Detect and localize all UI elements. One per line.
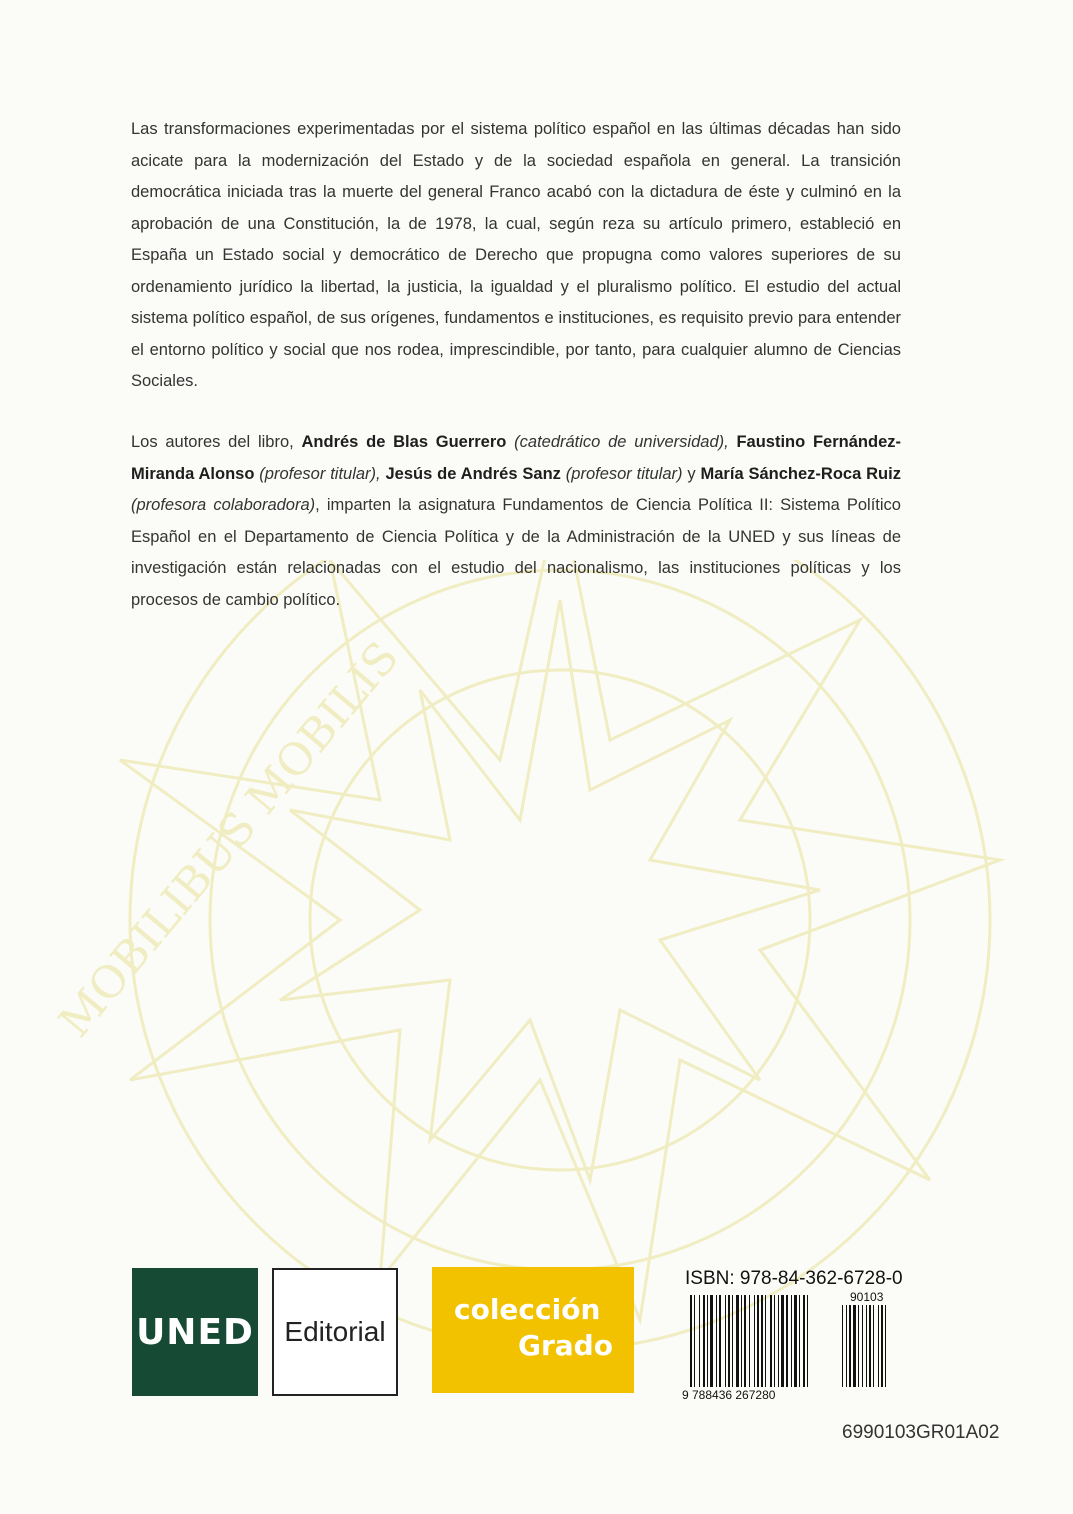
grado-label: Grado <box>518 1329 613 1362</box>
barcode-addon-bar <box>869 1305 871 1387</box>
barcode-bar <box>803 1295 805 1387</box>
author-role: (profesor titular), <box>254 464 386 483</box>
barcode-bar <box>710 1295 713 1387</box>
coleccion-grado-logo <box>432 1267 634 1393</box>
authors-rest: , imparten la asignatura Fundamentos de Ciencia Política II: Sistema Político Español en el Departamento de Ciencia Política y de la Administración de la UNED y sus líneas de investigación están relacionadas con el estudio del nacionalismo, las instituciones políticas y los procesos de cambio político. <box>131 496 901 609</box>
authors-intro: Los autores del libro, <box>131 433 302 451</box>
barcode-digits: 9 788436 267280 <box>682 1388 776 1401</box>
description-paragraph: Las transformaciones experimentadas por el sistema político español en las últimas décadas han sido acicate para la modernización del Estado y de la sociedad española en general. La transición democrática iniciada tras la muerte del general Franco acabó con la dictadura de éste y culminó en la aprobación de una Constitución, la de 1978, la cual, según reza su artículo primero, estableció en España un Estado social y democrático de Derecho que propugna como valores superiores de su ordenamiento jurídico la libertad, la justicia, la igualdad y el pluralismo político. El estudio del actual sistema político español, de sus orígenes, fundamentos e instituciones, es requisito previo para entender el entorno político y social que nos rodea, imprescindible, por tanto, para cualquier alumno de Ciencias Sociales. <box>131 120 901 390</box>
barcode <box>682 1289 900 1401</box>
barcode-bar <box>794 1295 797 1387</box>
barcode-bar <box>716 1295 717 1387</box>
barcode-bar <box>781 1295 784 1387</box>
barcode-bar <box>694 1295 695 1387</box>
barcode-addon-bar <box>858 1305 859 1387</box>
editorial-logo: Editorial <box>272 1268 398 1396</box>
coleccion-label: colección <box>454 1293 601 1326</box>
barcode-addon-bar <box>885 1305 886 1387</box>
author-name: María Sánchez-Roca Ruiz <box>700 464 901 483</box>
barcode-bar <box>761 1295 763 1387</box>
barcode-addon-digits: 90103 <box>850 1290 884 1304</box>
barcode-bar <box>725 1295 726 1387</box>
barcode-addon-bar <box>853 1305 856 1387</box>
barcode-addon-bar <box>849 1305 851 1387</box>
barcode-bar <box>754 1295 755 1387</box>
barcode-addon-bar <box>862 1305 863 1387</box>
authors-conjunction: y <box>682 464 701 483</box>
barcode-bar <box>736 1295 739 1387</box>
barcode-bar <box>778 1295 779 1387</box>
barcode-bar <box>757 1295 759 1387</box>
author-role: (profesor titular) <box>560 464 683 483</box>
barcode-bar <box>690 1295 692 1387</box>
author-name: Faustino Fernández-Miranda Alonso <box>131 433 901 483</box>
barcode-bars-main <box>690 1295 808 1387</box>
barcode-addon-bar <box>873 1305 874 1387</box>
author-role: (catedrático de universidad), <box>506 433 737 451</box>
barcode-addon-bar <box>846 1305 847 1387</box>
barcode-bar <box>807 1295 808 1387</box>
authors-paragraph <box>131 427 901 616</box>
barcode-addon-bar <box>878 1305 879 1387</box>
barcode-bar <box>749 1295 750 1387</box>
reference-code: 6990103GR01A02 <box>842 1422 1000 1443</box>
barcode-bar <box>732 1295 733 1387</box>
barcode-bar <box>765 1295 766 1387</box>
barcode-bar <box>703 1295 705 1387</box>
barcode-bar <box>774 1295 775 1387</box>
barcode-bar <box>741 1295 742 1387</box>
barcode-bar <box>728 1295 730 1387</box>
barcode-bar <box>799 1295 800 1387</box>
barcode-bar <box>770 1295 772 1387</box>
barcode-addon-bar <box>881 1305 883 1387</box>
author-name: Andrés de Blas Guerrero <box>301 433 507 451</box>
barcode-bar <box>791 1295 792 1387</box>
barcode-bar <box>719 1295 721 1387</box>
barcode-addon-bar <box>866 1305 867 1387</box>
barcode-bar <box>707 1295 708 1387</box>
isbn-label: ISBN: 978-84-362-6728-0 <box>685 1268 903 1289</box>
barcode-bar <box>786 1295 788 1387</box>
barcode-bar <box>699 1295 700 1387</box>
barcode-addon-bar <box>842 1305 843 1387</box>
uned-logo: UNED <box>132 1268 258 1396</box>
barcode-bar <box>744 1295 746 1387</box>
author-role: (profesora colaboradora) <box>131 496 316 514</box>
barcode-bars-addon <box>842 1305 886 1387</box>
svg-text:MOBILIBUS MOBILIS: MOBILIBUS MOBILIS <box>49 632 409 1048</box>
author-name: Jesús de Andrés Sanz <box>385 464 561 483</box>
